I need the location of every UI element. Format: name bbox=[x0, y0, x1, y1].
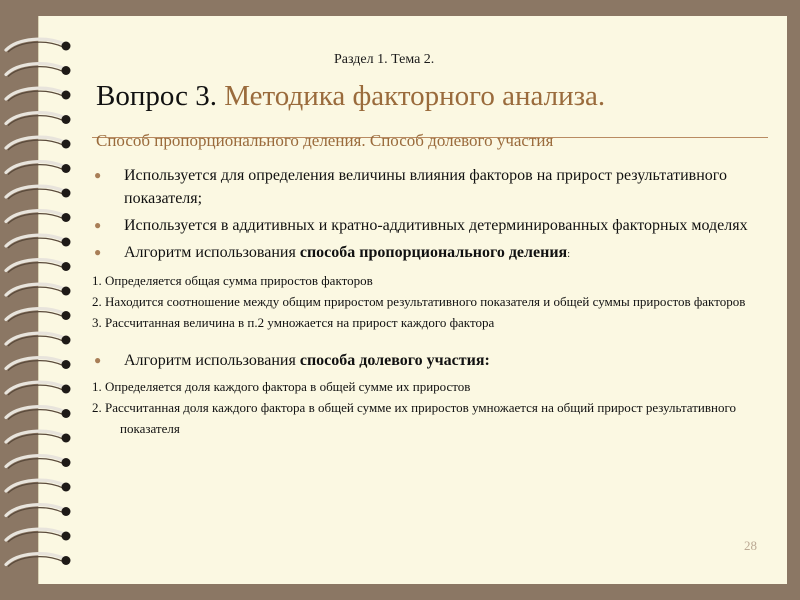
section-label: Раздел 1. Тема 2. bbox=[334, 52, 435, 67]
content-body bbox=[92, 164, 752, 439]
algorithm-2-name: способа долевого участия: bbox=[299, 352, 490, 369]
list-item: 2. Рассчитанная доля каждого фактора в общей сумме их приростов умножается на общий прирост результативного показателя bbox=[92, 400, 736, 436]
list-item bbox=[92, 164, 752, 210]
bullet-dot-icon: ● bbox=[94, 353, 102, 367]
title-prefix: Вопрос 3. bbox=[96, 80, 225, 112]
list-item: 1. Определяется доля каждого фактора в общей сумме их приростов bbox=[92, 379, 471, 394]
title-accent: Методика факторного анализа. bbox=[224, 80, 606, 112]
list-item: 3. Рассчитанная величина в п.2 умножается на прирост каждого фактора bbox=[92, 315, 495, 330]
algorithm-2-heading: ● Алгоритм использования способа долевого участия: bbox=[92, 349, 752, 372]
bullet-text: Используется для определения величины влияния факторов на прирост результативного показателя; bbox=[124, 167, 727, 207]
page-subtitle: Способ пропорционального деления. Способ долевого участия bbox=[96, 131, 554, 150]
bullet-text: Используется в аддитивных и кратно-аддитивных детерминированных факторных моделях bbox=[124, 217, 748, 234]
spiral-binding-icon bbox=[0, 24, 76, 584]
list-item: 1. Определяется общая сумма приростов факторов bbox=[92, 273, 373, 288]
page-title bbox=[96, 80, 605, 113]
list-item bbox=[92, 214, 752, 237]
page-number: 28 bbox=[744, 538, 757, 553]
algorithm-1-heading: ● Алгоритм использования способа пропорционального деления: bbox=[92, 241, 752, 266]
bullet-dot-icon: ● bbox=[94, 168, 102, 182]
list-item: 2. Находится соотношение между общим приростом результативного показателя и общей суммы приростов факторов bbox=[92, 294, 746, 309]
algorithm-1-name: способа пропорционального деления bbox=[299, 244, 568, 261]
bullet-dot-icon: ● bbox=[94, 245, 102, 259]
bullet-dot-icon: ● bbox=[94, 218, 102, 232]
